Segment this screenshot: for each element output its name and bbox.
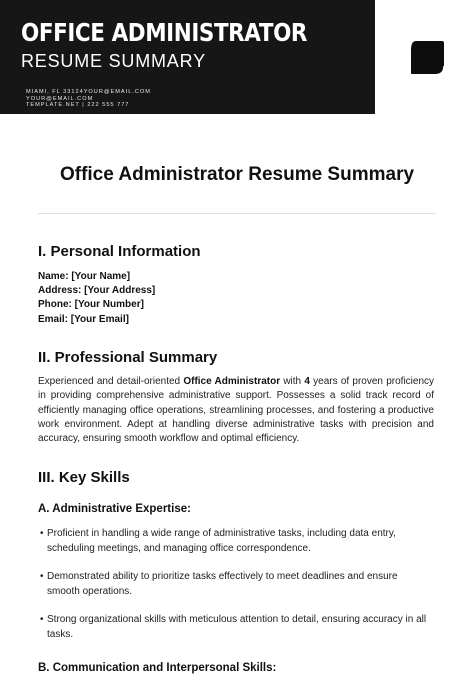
document-title: Office Administrator Resume Summary	[59, 164, 415, 185]
field-address: Address: [Your Address]	[38, 285, 156, 296]
subheading-administrative: A. Administrative Expertise:	[38, 503, 191, 515]
bullet-icon: •	[40, 528, 44, 539]
field-phone: Phone: [Your Number]	[38, 299, 144, 310]
summary-paragraph	[38, 375, 434, 446]
contact-line-email: YOUR@EMAIL.COM	[26, 95, 94, 102]
divider	[38, 213, 436, 214]
summary-text-start: Experienced and detail-oriented	[38, 376, 184, 387]
list-item-text: Strong organizational skills with meticulous attention to detail, ensuring accuracy in all tasks.	[47, 614, 427, 640]
bullet-icon: •	[40, 571, 44, 582]
summary-years: 4	[304, 376, 310, 387]
bullet-icon: •	[40, 614, 44, 625]
section-heading-personal: I. Personal Information	[38, 243, 201, 260]
field-name: Name: [Your Name]	[38, 271, 131, 282]
section-heading-summary: II. Professional Summary	[38, 349, 218, 366]
summary-text-mid: with	[280, 376, 305, 387]
list-item	[38, 613, 430, 642]
summary-text-end: years of proven proficiency in providing comprehensive administrative support. Possesses a solid track record of efficiently managing office operations, streamlining processes, and fostering a productive work environment. Adept at handling diverse administrative tasks with precision and accuracy, ensuring smooth workflow and optimal efficiency.	[38, 376, 435, 445]
list-item-text: Demonstrated ability to prioritize tasks effectively to meet deadlines and ensure smooth operations.	[47, 571, 398, 597]
list-item-text: Proficient in handling a wide range of administrative tasks, including data entry, scheduling meetings, and managing office correspondence.	[47, 528, 396, 554]
list-item	[38, 527, 430, 556]
banner-subtitle: RESUME SUMMARY	[21, 51, 206, 71]
contact-line-website-phone: TEMPLATE.NET | 222 555 777	[26, 102, 130, 109]
banner-contact	[26, 89, 151, 109]
summary-role: Office Administrator	[183, 376, 281, 387]
header-banner	[0, 0, 375, 114]
section-heading-skills: III. Key Skills	[38, 469, 130, 486]
contact-line-address: MIAMI, FL 33124YOUR@EMAIL.COM	[26, 89, 151, 95]
subheading-communication: B. Communication and Interpersonal Skills:	[38, 662, 277, 674]
field-email: Email: [Your Email]	[38, 314, 129, 325]
list-item	[38, 570, 430, 599]
banner-title: OFFICE ADMINISTRATOR	[21, 18, 308, 47]
rounded-square-logo-icon	[408, 38, 446, 76]
